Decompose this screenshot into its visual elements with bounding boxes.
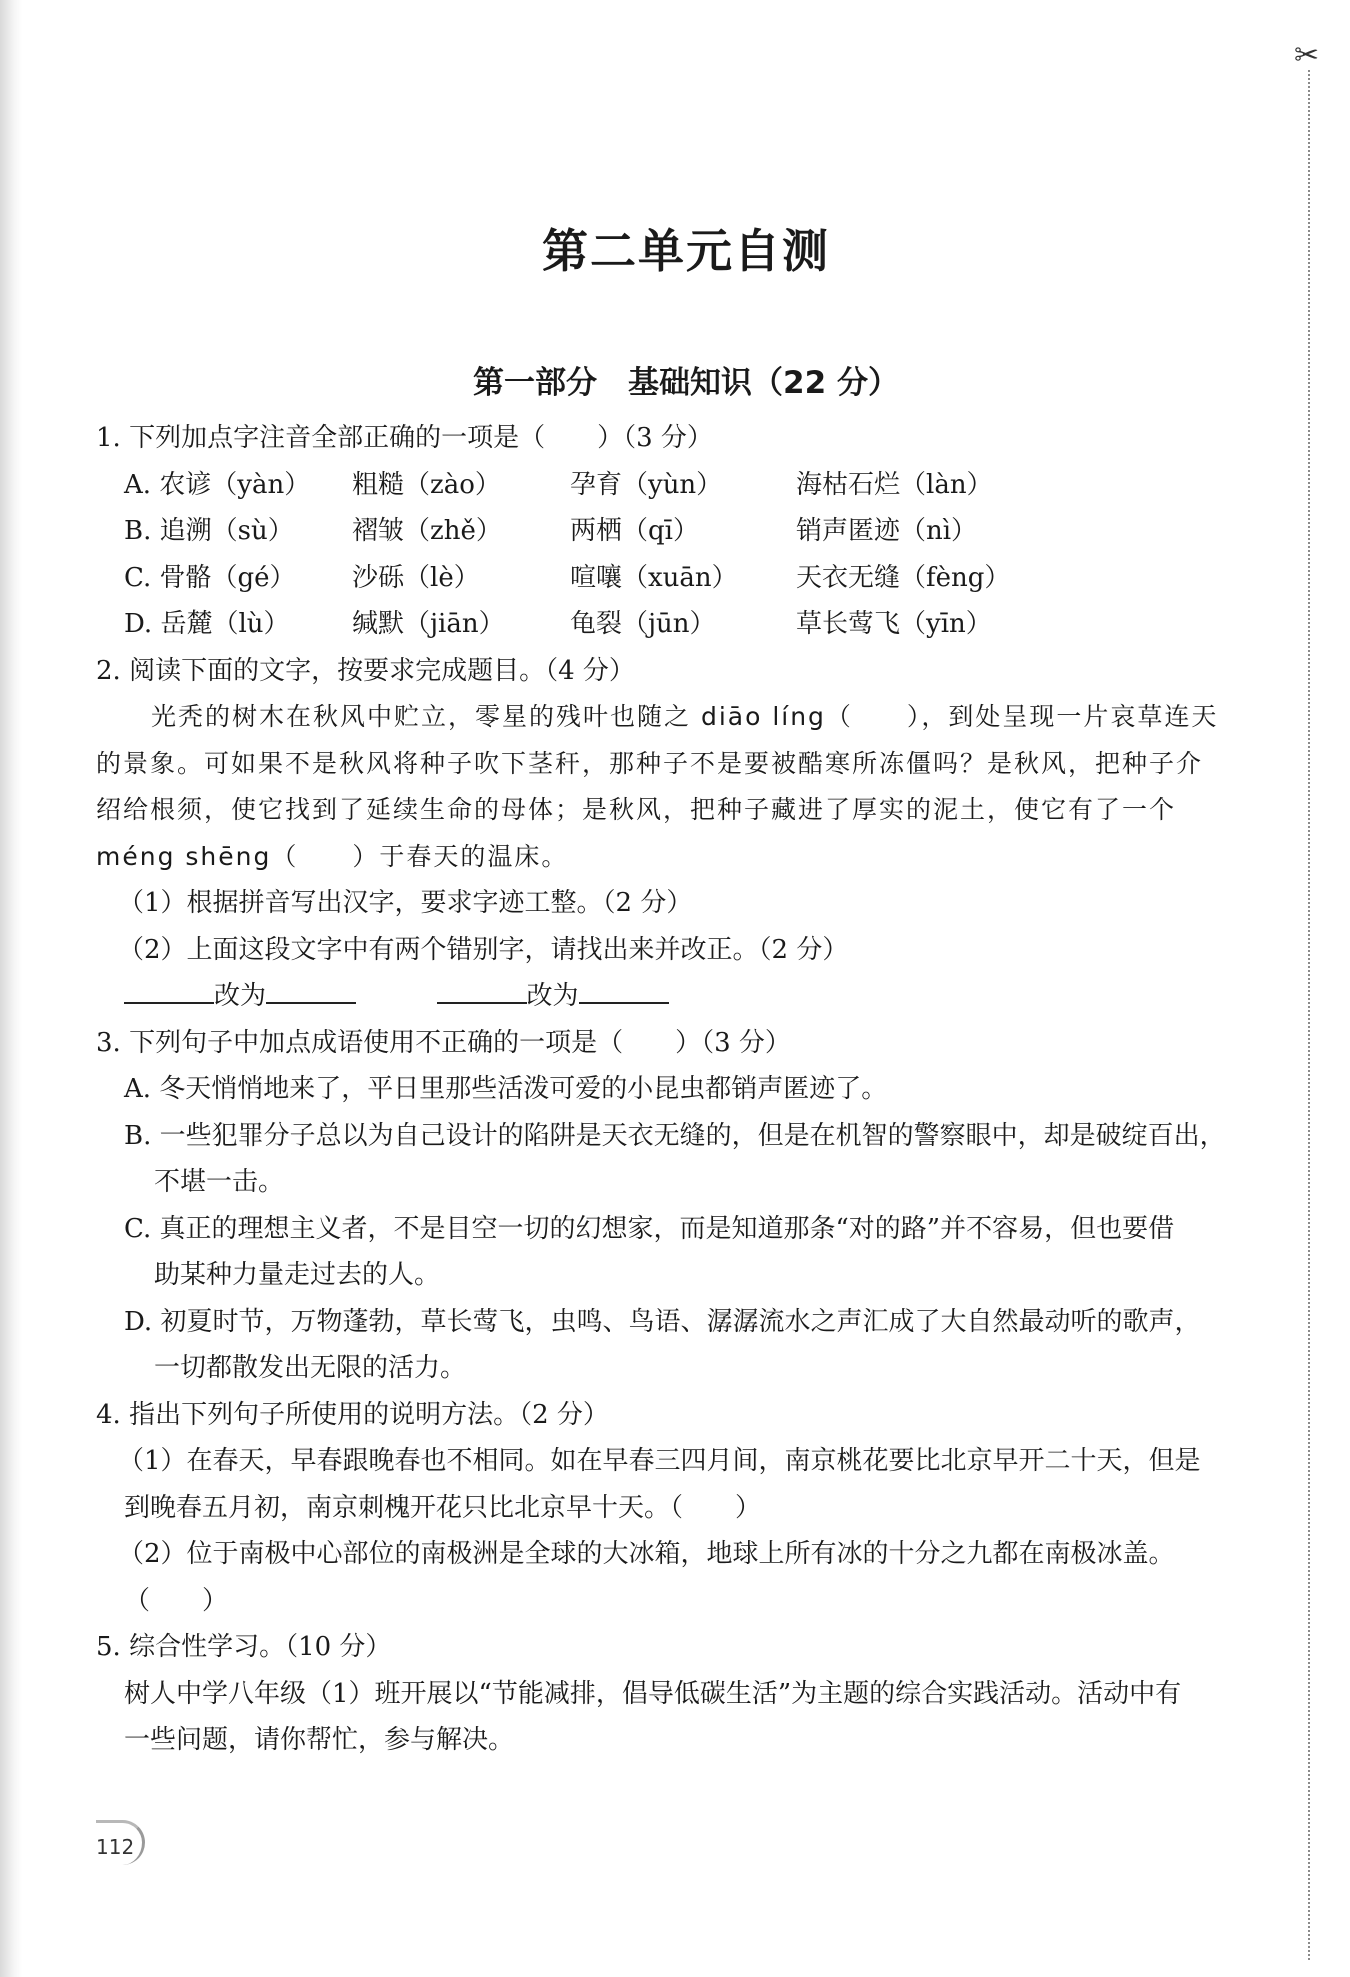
question-1-option-c bbox=[96, 555, 1276, 602]
question-3-option-b-cont: 不堪一击。 bbox=[154, 1167, 285, 1197]
section-heading: 第一部分 基础知识（22 分） bbox=[473, 365, 899, 401]
question-2-sub-1: （1）根据拼音写出汉字，要求字迹工整。（2 分） bbox=[118, 888, 693, 918]
question-5-stem: 5. 综合性学习。（10 分） bbox=[96, 1632, 392, 1662]
answer-blank[interactable] bbox=[124, 978, 214, 1004]
question-3-option-c: C. 真正的理想主义者，不是目空一切的幻想家，而是知道那条“对的路”并不容易，但也要借 bbox=[124, 1213, 1175, 1244]
answer-blank[interactable] bbox=[266, 978, 356, 1004]
passage-line: 绍给根须，使它找到了延续生命的母体；是秋风，把种子藏进了厚实的泥土，使它有了一个 bbox=[96, 795, 1177, 824]
option-item: B. 追溯（sù） bbox=[124, 516, 294, 546]
option-item: 喧嚷（xuān） bbox=[570, 562, 738, 593]
option-item: 粗糙（zào） bbox=[352, 469, 501, 500]
option-item: 龟裂（jūn） bbox=[570, 609, 716, 639]
page-edge-shadow bbox=[0, 0, 22, 1977]
question-3-option-c-cont: 助某种力量走过去的人。 bbox=[154, 1260, 441, 1290]
fix-label: 改为 bbox=[214, 981, 267, 1011]
question-3-option-d: D. 初夏时节，万物蓬勃，草长莺飞，虫鸣、鸟语、潺潺流水之声汇成了大自然最动听的歌声， bbox=[124, 1306, 1201, 1337]
option-item: 海枯石烂（làn） bbox=[796, 469, 993, 500]
question-3-option-a: A. 冬天悄悄地来了，平日里那些活泼可爱的小昆虫都销声匿迹了。 bbox=[124, 1074, 888, 1104]
answer-blank[interactable] bbox=[579, 978, 669, 1004]
page-title: 第二单元自测 bbox=[542, 224, 830, 278]
option-item: 天衣无缝（fèng） bbox=[796, 562, 1011, 593]
question-5-text-cont: 一些问题，请你帮忙，参与解决。 bbox=[124, 1725, 515, 1755]
question-4-stem: 4. 指出下列句子所使用的说明方法。（2 分） bbox=[96, 1399, 609, 1430]
passage-line: 的景象。可如果不是秋风将种子吹下茎秆，那种子不是要被酷寒所冻僵吗？是秋风，把种子介 bbox=[96, 748, 1204, 778]
questions bbox=[96, 415, 1276, 1764]
question-1-option-b bbox=[96, 508, 1276, 555]
question-3-stem: 3. 下列句子中加点成语使用不正确的一项是（ ）（3 分） bbox=[96, 1027, 791, 1058]
answer-blank[interactable] bbox=[437, 978, 527, 1004]
cut-line bbox=[1308, 70, 1310, 1960]
correction-row bbox=[96, 973, 1276, 1020]
question-1-option-d bbox=[96, 601, 1276, 648]
option-item: 缄默（jiān） bbox=[352, 609, 505, 639]
option-item: 两栖（qī） bbox=[570, 516, 699, 546]
question-2-sub-2: （2）上面这段文字中有两个错别字，请找出来并改正。（2 分） bbox=[118, 934, 849, 965]
question-1-option-a bbox=[96, 462, 1276, 509]
passage-line: 光秃的树木在秋风中贮立，零星的残叶也随之 diāo líng（ ），到处呈现一片哀草连天 bbox=[151, 702, 1219, 731]
passage-line: méng shēng（ ）于春天的温床。 bbox=[96, 841, 569, 871]
question-4-sub-1: （1）在春天，早春跟晚春也不相同。如在早春三四月间，南京桃花要比北京早开二十天，但是 bbox=[118, 1446, 1201, 1476]
option-item: 孕育（yùn） bbox=[570, 469, 723, 500]
option-item: C. 骨骼（gé） bbox=[124, 562, 296, 593]
option-item: 草长莺飞（yīn） bbox=[796, 609, 992, 639]
page-number: 112 bbox=[96, 1835, 135, 1859]
option-item: 销声匿迹（nì） bbox=[796, 516, 978, 546]
option-item: 褶皱（zhě） bbox=[352, 516, 502, 546]
question-5-text: 树人中学八年级（1）班开展以“节能减排，倡导低碳生活”为主题的综合实践活动。活动中有 bbox=[124, 1678, 1182, 1709]
question-1-stem: 1. 下列加点字注音全部正确的一项是（ ）（3 分） bbox=[96, 423, 713, 453]
option-item: A. 农谚（yàn） bbox=[124, 469, 311, 500]
option-item: D. 岳麓（lù） bbox=[124, 609, 290, 639]
scissors-icon: ✂ bbox=[1294, 38, 1320, 73]
question-3-option-d-cont: 一切都散发出无限的活力。 bbox=[154, 1353, 467, 1383]
question-4-sub-2: （2）位于南极中心部位的南极洲是全球的大冰箱，地球上所有冰的十分之九都在南极冰盖。 bbox=[118, 1539, 1175, 1569]
question-4-sub-1-cont: 到晚春五月初，南京刺槐开花只比北京早十天。（ ） bbox=[124, 1492, 762, 1523]
question-4-sub-2-cont: （ ） bbox=[124, 1585, 229, 1616]
fix-label: 改为 bbox=[526, 981, 579, 1011]
question-2-stem: 2. 阅读下面的文字，按要求完成题目。（4 分） bbox=[96, 655, 635, 686]
option-item: 沙砾（lè） bbox=[352, 562, 480, 593]
question-3-option-b: B. 一些犯罪分子总以为自己设计的陷阱是天衣无缝的，但是在机智的警察眼中，却是破绽百出， bbox=[124, 1120, 1226, 1151]
